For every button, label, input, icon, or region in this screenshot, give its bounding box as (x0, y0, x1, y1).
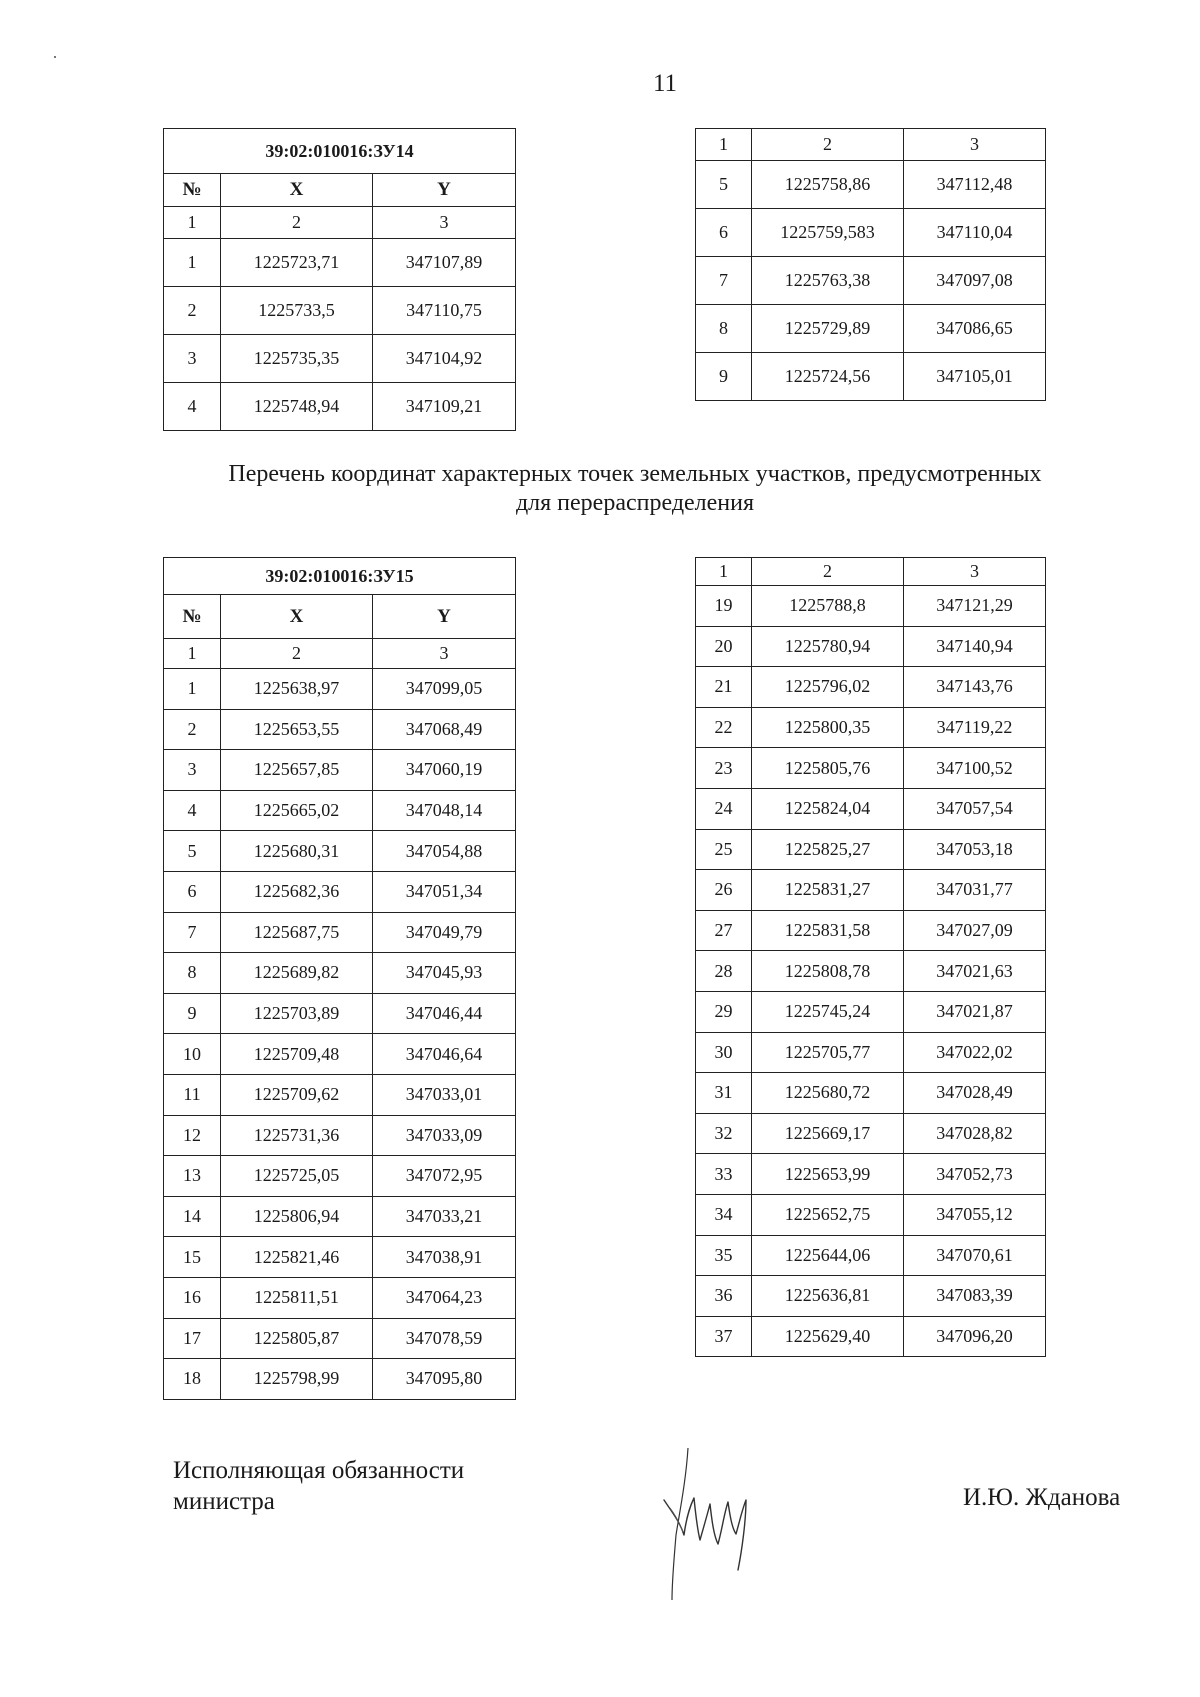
point-number: 14 (164, 1196, 221, 1237)
column-number: 3 (373, 639, 516, 669)
point-number: 31 (696, 1073, 752, 1114)
column-number: 2 (752, 129, 904, 161)
y-coordinate: 347104,92 (373, 335, 516, 383)
x-coordinate: 1225745,24 (752, 991, 904, 1032)
y-coordinate: 347099,05 (373, 669, 516, 710)
x-coordinate: 1225669,17 (752, 1113, 904, 1154)
x-coordinate: 1225796,02 (752, 667, 904, 708)
table-row (164, 750, 516, 791)
coord-table-zu14 (163, 128, 516, 431)
x-coordinate: 1225653,99 (752, 1154, 904, 1195)
x-coordinate: 1225638,97 (221, 669, 373, 710)
signatory-name: И.Ю. Жданова (963, 1484, 1121, 1511)
point-number: 5 (696, 161, 752, 209)
column-number-row (696, 558, 1046, 586)
y-coordinate: 347121,29 (904, 586, 1046, 627)
table-body (164, 239, 516, 431)
x-coordinate: 1225729,89 (752, 305, 904, 353)
table-row (164, 912, 516, 953)
table-body (164, 669, 516, 1400)
role-line: Исполняющая обязанности (173, 1457, 465, 1484)
y-coordinate: 347051,34 (373, 871, 516, 912)
y-coordinate: 347055,12 (904, 1194, 1046, 1235)
y-coordinate: 347048,14 (373, 790, 516, 831)
table-row (164, 287, 516, 335)
point-number: 15 (164, 1237, 221, 1278)
table-row (164, 383, 516, 431)
role-line: министра (173, 1488, 275, 1515)
table-row (696, 1032, 1046, 1073)
table-row (696, 1235, 1046, 1276)
y-coordinate: 347049,79 (373, 912, 516, 953)
table-row (164, 1156, 516, 1197)
y-coordinate: 347143,76 (904, 667, 1046, 708)
table-row (164, 790, 516, 831)
y-coordinate: 347045,93 (373, 953, 516, 994)
y-coordinate: 347028,49 (904, 1073, 1046, 1114)
y-coordinate: 347110,75 (373, 287, 516, 335)
point-number: 37 (696, 1316, 752, 1357)
point-number: 34 (696, 1194, 752, 1235)
point-number: 6 (164, 871, 221, 912)
point-number: 36 (696, 1276, 752, 1317)
point-number: 1 (164, 239, 221, 287)
point-number: 11 (164, 1074, 221, 1115)
y-coordinate: 347140,94 (904, 626, 1046, 667)
y-coordinate: 347060,19 (373, 750, 516, 791)
table-title-row (164, 558, 516, 595)
point-number: 19 (696, 586, 752, 627)
column-number-row (696, 129, 1046, 161)
x-coordinate: 1225805,76 (752, 748, 904, 789)
column-number: 3 (373, 207, 516, 239)
point-number: 13 (164, 1156, 221, 1197)
table-row (696, 1194, 1046, 1235)
heading-line: для перераспределения (515, 490, 755, 516)
x-coordinate: 1225723,71 (221, 239, 373, 287)
point-number: 16 (164, 1277, 221, 1318)
x-coordinate: 1225763,38 (752, 257, 904, 305)
table-row (696, 829, 1046, 870)
table-row (696, 353, 1046, 401)
y-coordinate: 347033,21 (373, 1196, 516, 1237)
y-coordinate: 347054,88 (373, 831, 516, 872)
y-coordinate: 347033,09 (373, 1115, 516, 1156)
table-row (164, 1034, 516, 1075)
table-row (164, 871, 516, 912)
point-number: 12 (164, 1115, 221, 1156)
point-number: 9 (164, 993, 221, 1034)
x-coordinate: 1225733,5 (221, 287, 373, 335)
column-number-row (164, 207, 516, 239)
header-x: X (221, 174, 373, 207)
y-coordinate: 347038,91 (373, 1237, 516, 1278)
table-row (164, 1318, 516, 1359)
x-coordinate: 1225808,78 (752, 951, 904, 992)
y-coordinate: 347097,08 (904, 257, 1046, 305)
point-number: 2 (164, 287, 221, 335)
x-coordinate: 1225687,75 (221, 912, 373, 953)
page-number: 11 (652, 70, 678, 97)
table-row (696, 1316, 1046, 1357)
y-coordinate: 347072,95 (373, 1156, 516, 1197)
table-row (696, 707, 1046, 748)
point-number: 32 (696, 1113, 752, 1154)
y-coordinate: 347033,01 (373, 1074, 516, 1115)
table-row (696, 305, 1046, 353)
table-row (696, 991, 1046, 1032)
table-row (696, 910, 1046, 951)
y-coordinate: 347031,77 (904, 870, 1046, 911)
x-coordinate: 1225682,36 (221, 871, 373, 912)
table-body (696, 586, 1046, 1357)
y-coordinate: 347083,39 (904, 1276, 1046, 1317)
point-number: 26 (696, 870, 752, 911)
x-coordinate: 1225665,02 (221, 790, 373, 831)
column-number: 1 (696, 129, 752, 161)
point-number: 8 (696, 305, 752, 353)
x-coordinate: 1225724,56 (752, 353, 904, 401)
y-coordinate: 347057,54 (904, 788, 1046, 829)
coord-table-zu15 (163, 557, 516, 1400)
x-coordinate: 1225636,81 (752, 1276, 904, 1317)
point-number: 25 (696, 829, 752, 870)
x-coordinate: 1225825,27 (752, 829, 904, 870)
column-number: 1 (696, 558, 752, 586)
table-row (164, 1074, 516, 1115)
point-number: 23 (696, 748, 752, 789)
x-coordinate: 1225788,8 (752, 586, 904, 627)
point-number: 29 (696, 991, 752, 1032)
x-coordinate: 1225680,31 (221, 831, 373, 872)
x-coordinate: 1225831,27 (752, 870, 904, 911)
table-header-row (164, 174, 516, 207)
handwritten-signature (650, 1440, 770, 1610)
y-coordinate: 347028,82 (904, 1113, 1046, 1154)
point-number: 18 (164, 1359, 221, 1400)
table-title: 39:02:010016:ЗУ14 (164, 129, 516, 174)
column-number-row (164, 639, 516, 669)
x-coordinate: 1225806,94 (221, 1196, 373, 1237)
x-coordinate: 1225725,05 (221, 1156, 373, 1197)
y-coordinate: 347096,20 (904, 1316, 1046, 1357)
table-row (696, 788, 1046, 829)
y-coordinate: 347119,22 (904, 707, 1046, 748)
table-row (164, 1115, 516, 1156)
table-row (696, 586, 1046, 627)
table-header-row (164, 595, 516, 639)
table-row (696, 1073, 1046, 1114)
x-coordinate: 1225657,85 (221, 750, 373, 791)
x-coordinate: 1225629,40 (752, 1316, 904, 1357)
point-number: 3 (164, 750, 221, 791)
point-number: 28 (696, 951, 752, 992)
point-number: 4 (164, 383, 221, 431)
y-coordinate: 347112,48 (904, 161, 1046, 209)
table-row (164, 953, 516, 994)
y-coordinate: 347100,52 (904, 748, 1046, 789)
x-coordinate: 1225758,86 (752, 161, 904, 209)
point-number: 33 (696, 1154, 752, 1195)
point-number: 7 (164, 912, 221, 953)
table-title: 39:02:010016:ЗУ15 (164, 558, 516, 595)
table-row (164, 831, 516, 872)
point-number: 22 (696, 707, 752, 748)
table-row (696, 626, 1046, 667)
point-number: 30 (696, 1032, 752, 1073)
table-row (696, 667, 1046, 708)
header-y: Y (373, 174, 516, 207)
table-row (164, 239, 516, 287)
point-number: 10 (164, 1034, 221, 1075)
x-coordinate: 1225805,87 (221, 1318, 373, 1359)
column-number: 3 (904, 558, 1046, 586)
table-row (164, 669, 516, 710)
x-coordinate: 1225644,06 (752, 1235, 904, 1276)
x-coordinate: 1225680,72 (752, 1073, 904, 1114)
table-row (696, 951, 1046, 992)
y-coordinate: 347107,89 (373, 239, 516, 287)
x-coordinate: 1225824,04 (752, 788, 904, 829)
y-coordinate: 347095,80 (373, 1359, 516, 1400)
x-coordinate: 1225709,62 (221, 1074, 373, 1115)
x-coordinate: 1225811,51 (221, 1277, 373, 1318)
table-row (696, 209, 1046, 257)
point-number: 9 (696, 353, 752, 401)
table-body (696, 161, 1046, 401)
table-row (164, 1277, 516, 1318)
table-row (696, 748, 1046, 789)
x-coordinate: 1225831,58 (752, 910, 904, 951)
x-coordinate: 1225780,94 (752, 626, 904, 667)
table-row (696, 1276, 1046, 1317)
x-coordinate: 1225748,94 (221, 383, 373, 431)
x-coordinate: 1225798,99 (221, 1359, 373, 1400)
section-heading (150, 460, 1120, 518)
column-number: 2 (221, 639, 373, 669)
column-number: 1 (164, 207, 221, 239)
table-row (696, 161, 1046, 209)
table-row (164, 1237, 516, 1278)
x-coordinate: 1225689,82 (221, 953, 373, 994)
y-coordinate: 347110,04 (904, 209, 1046, 257)
table-row (164, 709, 516, 750)
y-coordinate: 347070,61 (904, 1235, 1046, 1276)
y-coordinate: 347064,23 (373, 1277, 516, 1318)
table-row (164, 1196, 516, 1237)
header-number: № (164, 174, 221, 207)
y-coordinate: 347109,21 (373, 383, 516, 431)
point-number: 21 (696, 667, 752, 708)
y-coordinate: 347021,63 (904, 951, 1046, 992)
point-number: 4 (164, 790, 221, 831)
y-coordinate: 347046,44 (373, 993, 516, 1034)
table-row (696, 870, 1046, 911)
point-number: 2 (164, 709, 221, 750)
table-row (164, 1359, 516, 1400)
table-row (164, 335, 516, 383)
x-coordinate: 1225709,48 (221, 1034, 373, 1075)
point-number: 6 (696, 209, 752, 257)
x-coordinate: 1225735,35 (221, 335, 373, 383)
point-number: 17 (164, 1318, 221, 1359)
y-coordinate: 347068,49 (373, 709, 516, 750)
coord-table-zu14-continued (695, 128, 1046, 401)
header-y: Y (373, 595, 516, 639)
header-x: X (221, 595, 373, 639)
y-coordinate: 347086,65 (904, 305, 1046, 353)
y-coordinate: 347052,73 (904, 1154, 1046, 1195)
point-number: 24 (696, 788, 752, 829)
scan-speck (54, 56, 56, 58)
coord-table-zu15-continued (695, 557, 1046, 1357)
point-number: 1 (164, 669, 221, 710)
point-number: 3 (164, 335, 221, 383)
x-coordinate: 1225800,35 (752, 707, 904, 748)
column-number: 2 (752, 558, 904, 586)
x-coordinate: 1225652,75 (752, 1194, 904, 1235)
x-coordinate: 1225731,36 (221, 1115, 373, 1156)
heading-line: Перечень координат характерных точек земельных участков, предусмотренных (228, 461, 1042, 487)
point-number: 7 (696, 257, 752, 305)
point-number: 27 (696, 910, 752, 951)
column-number: 2 (221, 207, 373, 239)
point-number: 5 (164, 831, 221, 872)
x-coordinate: 1225703,89 (221, 993, 373, 1034)
y-coordinate: 347021,87 (904, 991, 1046, 1032)
signatory-role (173, 1455, 464, 1517)
table-row (164, 993, 516, 1034)
table-row (696, 257, 1046, 305)
x-coordinate: 1225705,77 (752, 1032, 904, 1073)
header-number: № (164, 595, 221, 639)
y-coordinate: 347022,02 (904, 1032, 1046, 1073)
table-row (696, 1113, 1046, 1154)
table-title-row (164, 129, 516, 174)
y-coordinate: 347078,59 (373, 1318, 516, 1359)
y-coordinate: 347105,01 (904, 353, 1046, 401)
y-coordinate: 347053,18 (904, 829, 1046, 870)
column-number: 3 (904, 129, 1046, 161)
y-coordinate: 347027,09 (904, 910, 1046, 951)
x-coordinate: 1225653,55 (221, 709, 373, 750)
x-coordinate: 1225759,583 (752, 209, 904, 257)
column-number: 1 (164, 639, 221, 669)
y-coordinate: 347046,64 (373, 1034, 516, 1075)
point-number: 35 (696, 1235, 752, 1276)
point-number: 20 (696, 626, 752, 667)
x-coordinate: 1225821,46 (221, 1237, 373, 1278)
point-number: 8 (164, 953, 221, 994)
table-row (696, 1154, 1046, 1195)
